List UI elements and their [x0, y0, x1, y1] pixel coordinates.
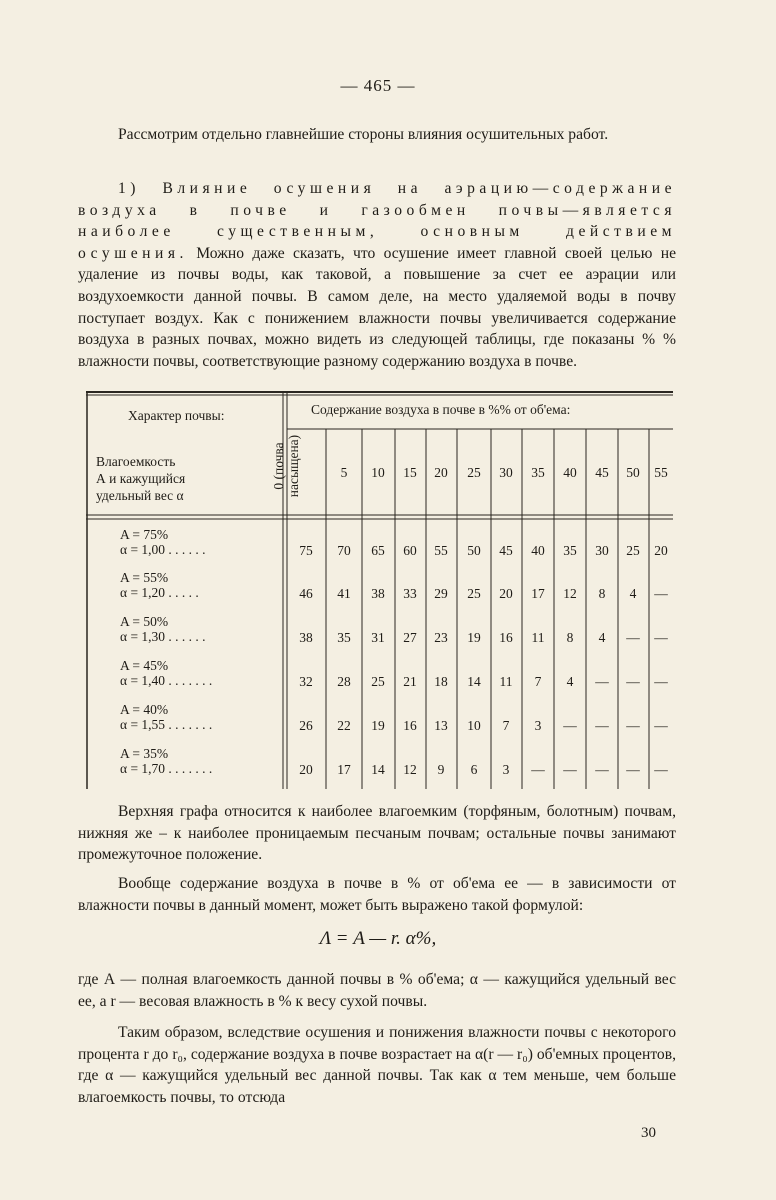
table-cell: — [654, 674, 668, 689]
table-cell: 31 [371, 630, 385, 645]
row-label-capacity: A = 45% [120, 658, 169, 673]
table-cell: 25 [626, 543, 640, 558]
table-cell: — [654, 718, 668, 733]
table-cell: 17 [337, 762, 351, 777]
table-cell: — [626, 718, 640, 733]
table-cell: 4 [566, 674, 574, 689]
air-content-table [86, 391, 673, 789]
air-content-formula: Λ = A — r. α%, [319, 928, 437, 949]
table-cell: 8 [598, 586, 606, 601]
column-header: 55 [654, 465, 668, 480]
table-cell: — [626, 630, 640, 645]
table-cell: 75 [299, 543, 313, 558]
table-cell: — [654, 762, 668, 777]
table-cell: 25 [371, 674, 385, 689]
column-header: 25 [467, 465, 481, 480]
page [78, 0, 678, 1200]
table-cell: 11 [499, 674, 513, 689]
table-cell: 8 [566, 630, 574, 645]
header-air-content: Содержание воздуха в почве в %% от об'ема: [311, 402, 571, 417]
table-cell: 11 [531, 630, 545, 645]
table-cell: 50 [467, 543, 481, 558]
table-cell: 4 [598, 630, 606, 645]
table-cell: 55 [434, 543, 448, 558]
table-cell: 25 [467, 586, 481, 601]
table-cell: 26 [299, 718, 313, 733]
table-cell: 46 [299, 586, 313, 601]
table-cell: — [654, 630, 668, 645]
table-cell: 21 [403, 674, 417, 689]
table-cell: 22 [337, 718, 351, 733]
table-cell: 12 [403, 762, 417, 777]
table-cell: — [531, 762, 545, 777]
row-label-density: α = 1,00 . . . . . . [120, 542, 206, 557]
table-cell: 35 [563, 543, 577, 558]
table-cell: 19 [467, 630, 481, 645]
row-label-density: α = 1,30 . . . . . . [120, 629, 206, 644]
table-cell: 16 [403, 718, 417, 733]
column-header-saturated: 0 (почва насыщена) [271, 434, 301, 498]
paragraph-aeration-rest: Можно даже сказать, что осушение имеет главной своей целью не удаление из почвы воды, как таковой, а повышение за счет ее аэрации или воздухоемкости данной почвы. В самом деле, на место удаляемой воды в почву поступает воздух. Как с понижением влажности почвы увеличивается содержание воздуха в разных почвах, можно видеть из следующей таблицы, где показаны % % влажности почвы, соответствующие разному содержанию воздуха в почве. [78, 244, 676, 370]
table-cell: 18 [434, 674, 448, 689]
table-cell: 14 [371, 762, 385, 777]
header-capacity-line1: Влагоемкость [96, 454, 176, 469]
table-cell: 13 [434, 718, 448, 733]
table-cell: 10 [467, 718, 481, 733]
table-cell: 19 [371, 718, 385, 733]
table-cell: 38 [371, 586, 385, 601]
table-cell: 14 [467, 674, 481, 689]
table-cell: 35 [337, 630, 351, 645]
table-cell: — [595, 718, 609, 733]
column-header: 10 [371, 465, 385, 480]
table-cell: 27 [403, 630, 417, 645]
table-cell: 70 [337, 543, 351, 558]
table-cell: 20 [499, 586, 513, 601]
page-number: — 465 — [340, 76, 416, 95]
table-cell: 28 [337, 674, 351, 689]
header-soil-type: Характер почвы: [128, 408, 225, 423]
table-cell: 29 [434, 586, 448, 601]
paragraph-formula-legend: где А — полная влагоемкость данной почвы в % об'ема; α — кажущийся удельный вес ее, а r — весовая влажность в % к весу сухой почвы. [78, 971, 676, 1010]
table-cell: 3 [502, 762, 510, 777]
table-cell: 12 [563, 586, 577, 601]
row-label-capacity: A = 55% [120, 570, 169, 585]
paragraph-aeration [78, 178, 676, 372]
column-header: 15 [403, 465, 417, 480]
row-label-density: α = 1,20 . . . . . [120, 585, 199, 600]
column-header: 35 [531, 465, 545, 480]
table-cell: 3 [534, 718, 542, 733]
paragraph-aeration-lead: 1) Влияние осушения на аэрацию—содержание воздуха в почве и газообмен почвы—является наиболее существенным, основным действием осушения. [78, 180, 676, 262]
column-header: 30 [499, 465, 513, 480]
row-label-capacity: A = 40% [120, 702, 169, 717]
column-header: 20 [434, 465, 448, 480]
table-cell: 7 [502, 718, 510, 733]
table-cell: — [654, 586, 668, 601]
table-cell: 32 [299, 674, 313, 689]
table-cell: — [595, 762, 609, 777]
column-header: 50 [626, 465, 640, 480]
row-label-capacity: A = 75% [120, 527, 169, 542]
header-capacity-line2: А и кажущийся [96, 471, 186, 486]
table-cell: — [626, 762, 640, 777]
table-cell: 17 [531, 586, 545, 601]
column-header: 45 [595, 465, 609, 480]
table-cell: 20 [654, 543, 668, 558]
paragraph-formula-intro: Вообще содержание воздуха в почве в % от об'ема ее — в зависимости от влажности почвы в данный момент, может быть выражено такой формулой: [78, 875, 676, 914]
header-capacity-line3: удельный вес α [96, 488, 184, 503]
table-cell: 40 [531, 543, 545, 558]
table-cell: 20 [299, 762, 313, 777]
row-label-capacity: A = 35% [120, 746, 169, 761]
table-cell: 4 [629, 586, 637, 601]
table-cell: 16 [499, 630, 513, 645]
paragraph-explanation: Верхняя графа относится к наиболее влагоемким (торфяным, болотным) почвам, нижняя же – к наиболее проницаемым песчаным почвам; остальные почвы занимают промежуточное положение. [78, 803, 676, 864]
table-cell: 41 [337, 586, 351, 601]
table-cell: 6 [470, 762, 478, 777]
table-cell: — [595, 674, 609, 689]
column-header: 5 [340, 465, 348, 480]
row-label-density: α = 1,40 . . . . . . . [120, 673, 213, 688]
paragraph-conclusion: Таким образом, вследствие осушения и понижения влажности почвы с некоторого процента r до r₀, содержание воздуха в почве возрастает на α(r — r₀) об'емных процентов, где α — кажущийся удельный вес данной почвы. Так как α тем меньше, чем больше влагоемкость почвы, то отсюда [78, 1024, 676, 1106]
table-cell: — [626, 674, 640, 689]
table-cell: 23 [434, 630, 448, 645]
table-cell: 9 [437, 762, 445, 777]
row-label-capacity: A = 50% [120, 614, 169, 629]
paragraph-intro: Рассмотрим отдельно главнейшие стороны влияния осушительных работ. [118, 126, 609, 143]
row-label-density: α = 1,70 . . . . . . . [120, 761, 213, 776]
table-cell: 45 [499, 543, 513, 558]
footer-signature-number: 30 [641, 1125, 656, 1141]
table-cell: 60 [403, 543, 417, 558]
table-cell: 30 [595, 543, 609, 558]
table-cell: 38 [299, 630, 313, 645]
table-cell: 65 [371, 543, 385, 558]
table-cell: — [563, 718, 577, 733]
table-cell: 33 [403, 586, 417, 601]
row-label-density: α = 1,55 . . . . . . . [120, 717, 213, 732]
table-cell: — [563, 762, 577, 777]
column-header: 40 [563, 465, 577, 480]
table-cell: 7 [534, 674, 542, 689]
